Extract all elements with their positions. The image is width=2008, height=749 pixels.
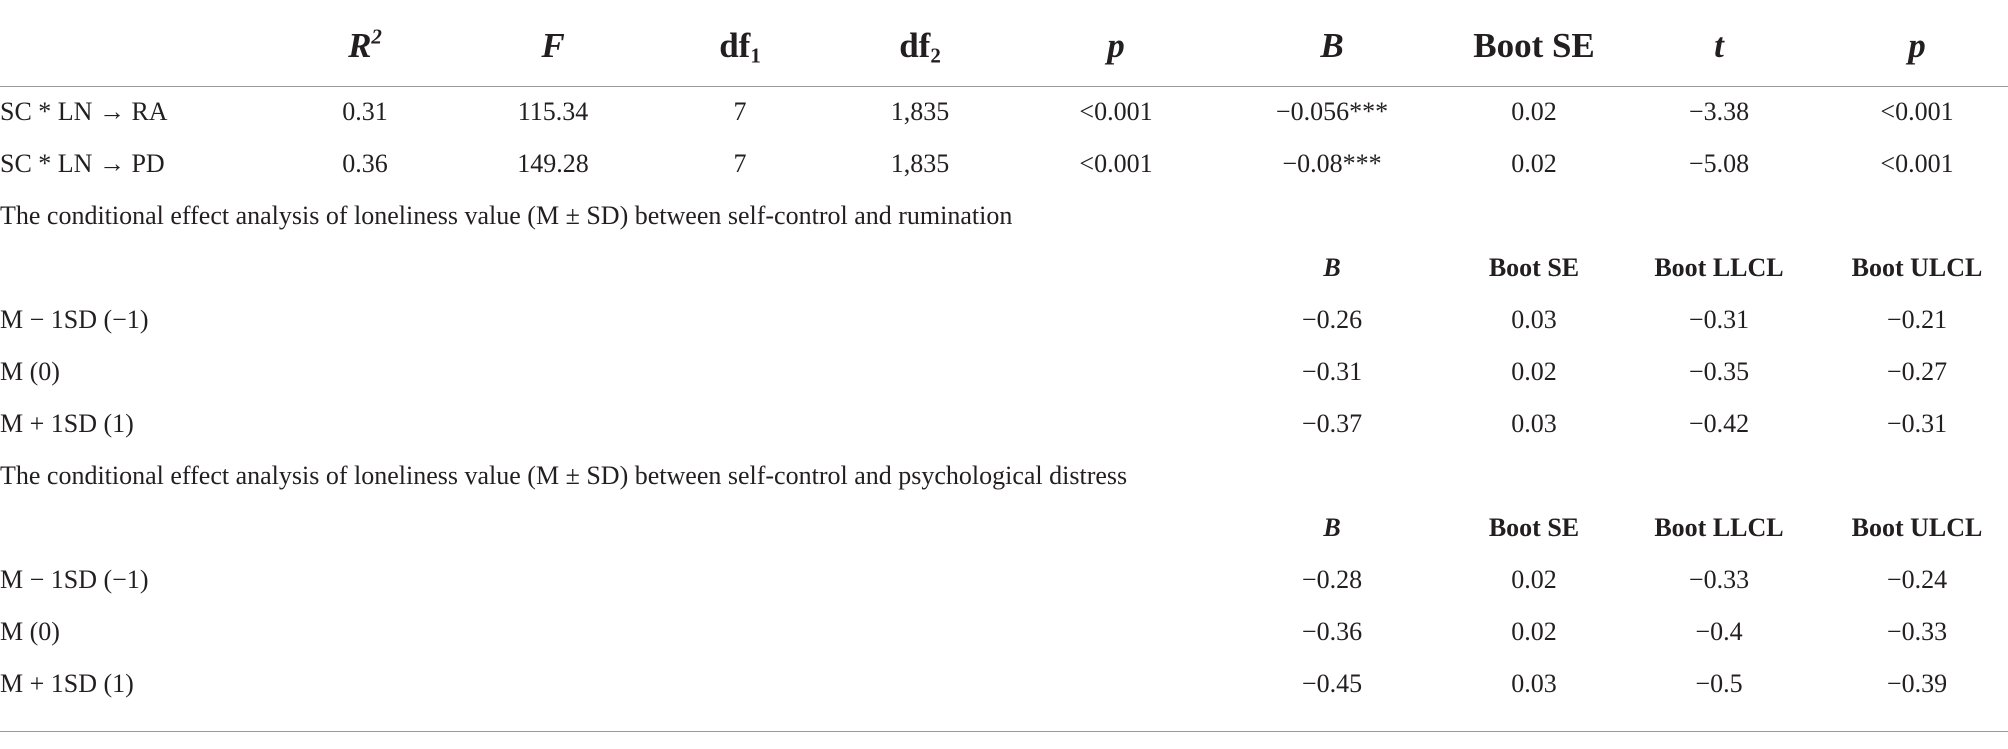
table-row [0,294,2008,346]
cell-df2: 1,835 [890,149,950,178]
cell-boot-llcl: −0.42 [1688,409,1750,438]
header-boot-llcl: Boot LLCL [1654,513,1784,542]
cell-b: −0.26 [1301,305,1363,334]
row-label: M (0) [0,617,60,646]
cell-boot-se: 0.02 [1511,565,1557,594]
cell-boot-llcl: −0.33 [1688,565,1750,594]
cell-boot-ulcl: −0.21 [1886,305,1948,334]
cell-p: <0.001 [1079,97,1153,126]
row-label: M (0) [0,357,60,386]
cell-f: 149.28 [517,149,589,178]
cell-boot-ulcl: −0.31 [1886,409,1948,438]
cell-boot-ulcl: −0.24 [1886,565,1948,594]
cell-boot-se: 0.02 [1511,149,1557,178]
cell-b: −0.45 [1301,669,1363,698]
section-title-rumination: The conditional effect analysis of loneliness value (M ± SD) between self-control and rumination [0,201,1013,230]
header-r-squared: $R^2$ [348,24,382,65]
section-header-row [0,502,2008,554]
cell-f: 115.34 [517,97,589,126]
cell-boot-se: 0.03 [1511,669,1557,698]
section-header-row [0,242,2008,294]
section-title-psychological-distress: The conditional effect analysis of loneliness value (M ± SD) between self-control and psychological distress [0,461,1128,490]
cell-b: −0.37 [1301,409,1363,438]
row-label: M + 1SD (1) [0,669,134,698]
cell-boot-ulcl: −0.39 [1886,669,1948,698]
main-header-row [0,20,2008,72]
cell-boot-se: 0.02 [1511,357,1557,386]
table-row [0,554,2008,606]
header-boot-ulcl: Boot ULCL [1851,513,1983,542]
cell-boot-se: 0.02 [1511,97,1557,126]
cell-boot-llcl: −0.4 [1695,617,1743,646]
cell-b: −0.36 [1301,617,1363,646]
cell-df1: 7 [733,97,747,126]
header-p2: p [1908,26,1926,65]
header-p: p [1107,26,1125,65]
header-b: B [1323,513,1341,542]
header-boot-se: Boot SE [1488,253,1580,282]
header-df2: $df_2$ [899,26,941,68]
cell-r2: 0.31 [342,97,388,126]
cell-df1: 7 [733,149,747,178]
table-row [0,138,2008,190]
cell-b: −0.08*** [1282,149,1382,178]
cell-boot-se: 0.03 [1511,305,1557,334]
row-label: M − 1SD (−1) [0,305,149,334]
cell-r2: 0.36 [342,149,388,178]
table-bottom-rule [0,731,2008,732]
table-row [0,86,2008,138]
cell-boot-llcl: −0.5 [1695,669,1743,698]
row-label: SC * LN → PD [0,149,165,178]
header-boot-se: Boot SE [1473,26,1595,65]
table-row [0,346,2008,398]
cell-boot-ulcl: −0.33 [1886,617,1948,646]
cell-boot-se: 0.02 [1511,617,1557,646]
cell-b: −0.056*** [1275,97,1389,126]
row-label: SC * LN → RA [0,97,168,126]
row-label: M + 1SD (1) [0,409,134,438]
cell-boot-llcl: −0.31 [1688,305,1750,334]
cell-p2: <0.001 [1880,97,1954,126]
cell-b: −0.28 [1301,565,1363,594]
header-boot-ulcl: Boot ULCL [1851,253,1983,282]
cell-t: −3.38 [1688,97,1750,126]
header-boot-se: Boot SE [1488,513,1580,542]
cell-df2: 1,835 [890,97,950,126]
row-label: M − 1SD (−1) [0,565,149,594]
header-boot-llcl: Boot LLCL [1654,253,1784,282]
header-df1: $df_1$ [719,26,761,68]
header-b: B [1323,253,1341,282]
header-t: t [1714,26,1724,65]
cell-boot-ulcl: −0.27 [1886,357,1948,386]
cell-boot-se: 0.03 [1511,409,1557,438]
table-row [0,658,2008,710]
table-row [0,606,2008,658]
header-b: B [1320,26,1344,65]
cell-boot-llcl: −0.35 [1688,357,1750,386]
table-row [0,398,2008,450]
cell-b: −0.31 [1301,357,1363,386]
header-f: F [541,26,565,65]
cell-p2: <0.001 [1880,149,1954,178]
cell-t: −5.08 [1688,149,1750,178]
cell-p: <0.001 [1079,149,1153,178]
